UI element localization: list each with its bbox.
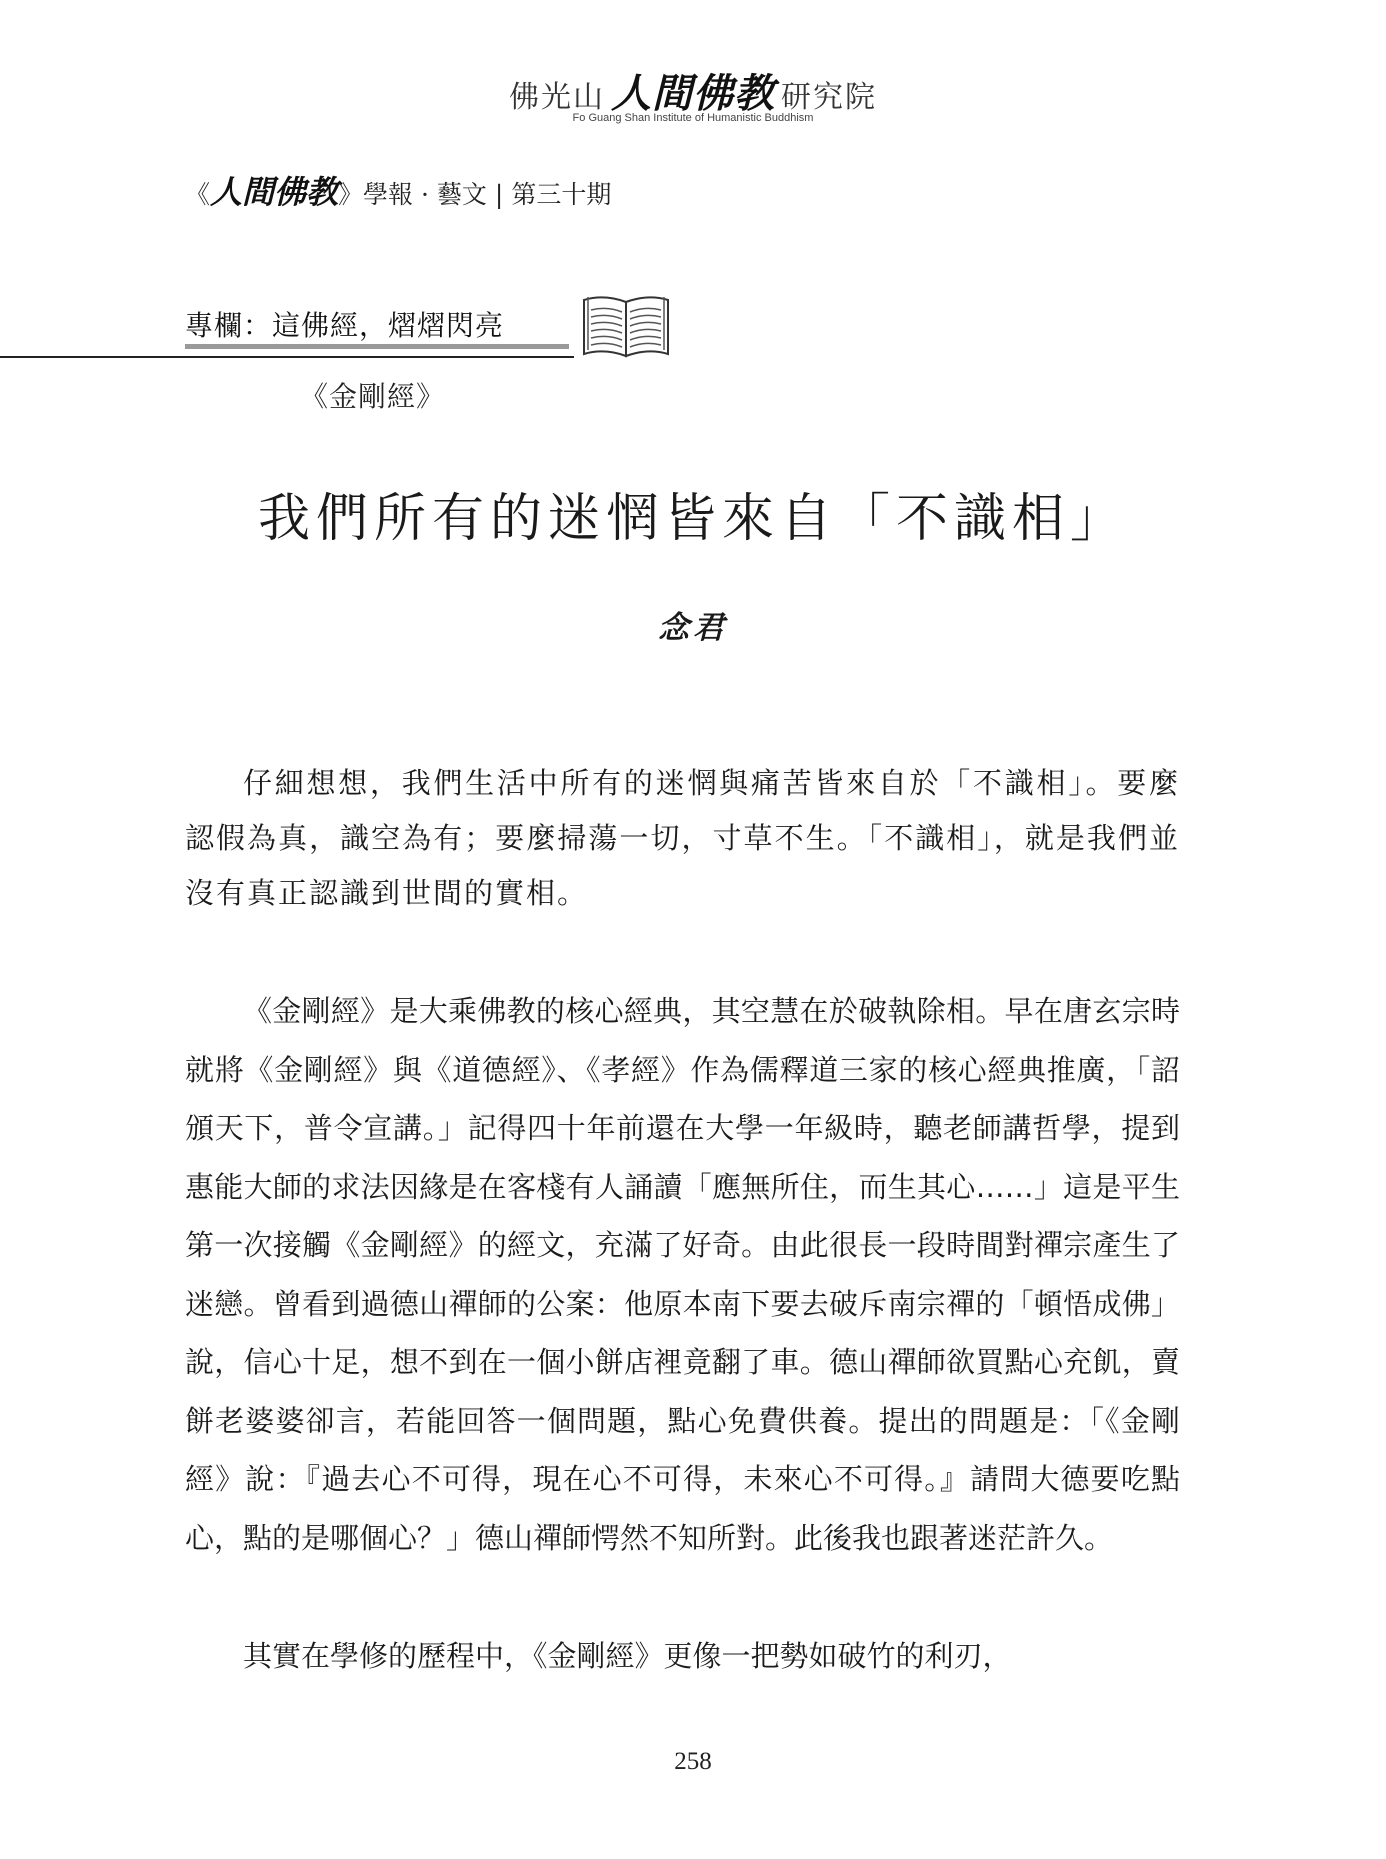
column-underline: [185, 344, 569, 349]
journal-issue: 第三十期: [511, 180, 612, 209]
institute-brand-logo: 人間佛教: [611, 70, 775, 117]
continued-paragraph: [185, 1627, 1180, 1685]
intro-paragraph: [185, 756, 1180, 921]
institute-header: [0, 62, 1386, 119]
journal-close-quote: 》: [338, 180, 364, 209]
journal-title: [185, 167, 611, 213]
column-rule: [0, 356, 574, 358]
institute-name-suffix: 研究院: [781, 80, 877, 115]
journal-open-quote: 《: [185, 180, 211, 209]
page-number: 258: [674, 1748, 712, 1775]
institute-english-name: Fo Guang Shan Institute of Humanistic Buddhism: [572, 112, 814, 124]
body-paragraph: [185, 982, 1180, 1567]
body-paragraph-text: 《金剛經》是大乘佛教的核心經典，其空慧在於破執除相。早在唐玄宗時就將《金剛經》與《道德經》、《孝經》作為儒釋道三家的核心經典推廣，「詔頒天下，普令宣講。」記得四十年前還在大學一年級時，聽老師講哲學，提到惠能大師的求法因緣是在客棧有人誦讀「應無所住，而生其心……」這是平生第一次接觸《金剛經》的經文，充滿了好奇。由此很長一段時間對禪宗產生了迷戀。曾看到過德山禪師的公案：他原本南下要去破斥南宗禪的「頓悟成佛」說，信心十足，想不到在一個小餅店裡竟翻了車。德山禪師欲買點心充飢，賣餅老婆婆卻言，若能回答一個問題，點心免費供養。提出的問題是：「《金剛經》說：『過去心不可得，現在心不可得，未來心不可得。』請問大德要吃點心，點的是哪個心？」德山禪師愕然不知所對。此後我也跟著迷茫許久。: [185, 994, 1180, 1555]
journal-separator: |: [494, 180, 504, 209]
journal-section: 學報 · 藝文: [363, 180, 487, 209]
column-title: 專欄：這佛經，熠熠閃亮: [185, 309, 505, 342]
article-author: 念君: [658, 610, 728, 646]
continued-paragraph-text: 其實在學修的歷程中，《金剛經》更像一把勢如破竹的利刃，: [243, 1639, 1012, 1673]
institute-name-prefix: 佛光山: [509, 80, 605, 115]
open-book-icon: [580, 288, 672, 360]
journal-brand-logo: 人間佛教: [210, 173, 339, 211]
article-title: 我們所有的迷惘皆來自「不識相」: [257, 489, 1128, 549]
intro-paragraph-text: 仔細想想，我們生活中所有的迷惘與痛苦皆來自於「不識相」。要麼認假為真，識空為有；要麼掃蕩一切，寸草不生。「不識相」，就是我們並沒有真正認識到世間的實相。: [185, 766, 1180, 910]
sutra-name: 《金剛經》: [300, 380, 446, 413]
